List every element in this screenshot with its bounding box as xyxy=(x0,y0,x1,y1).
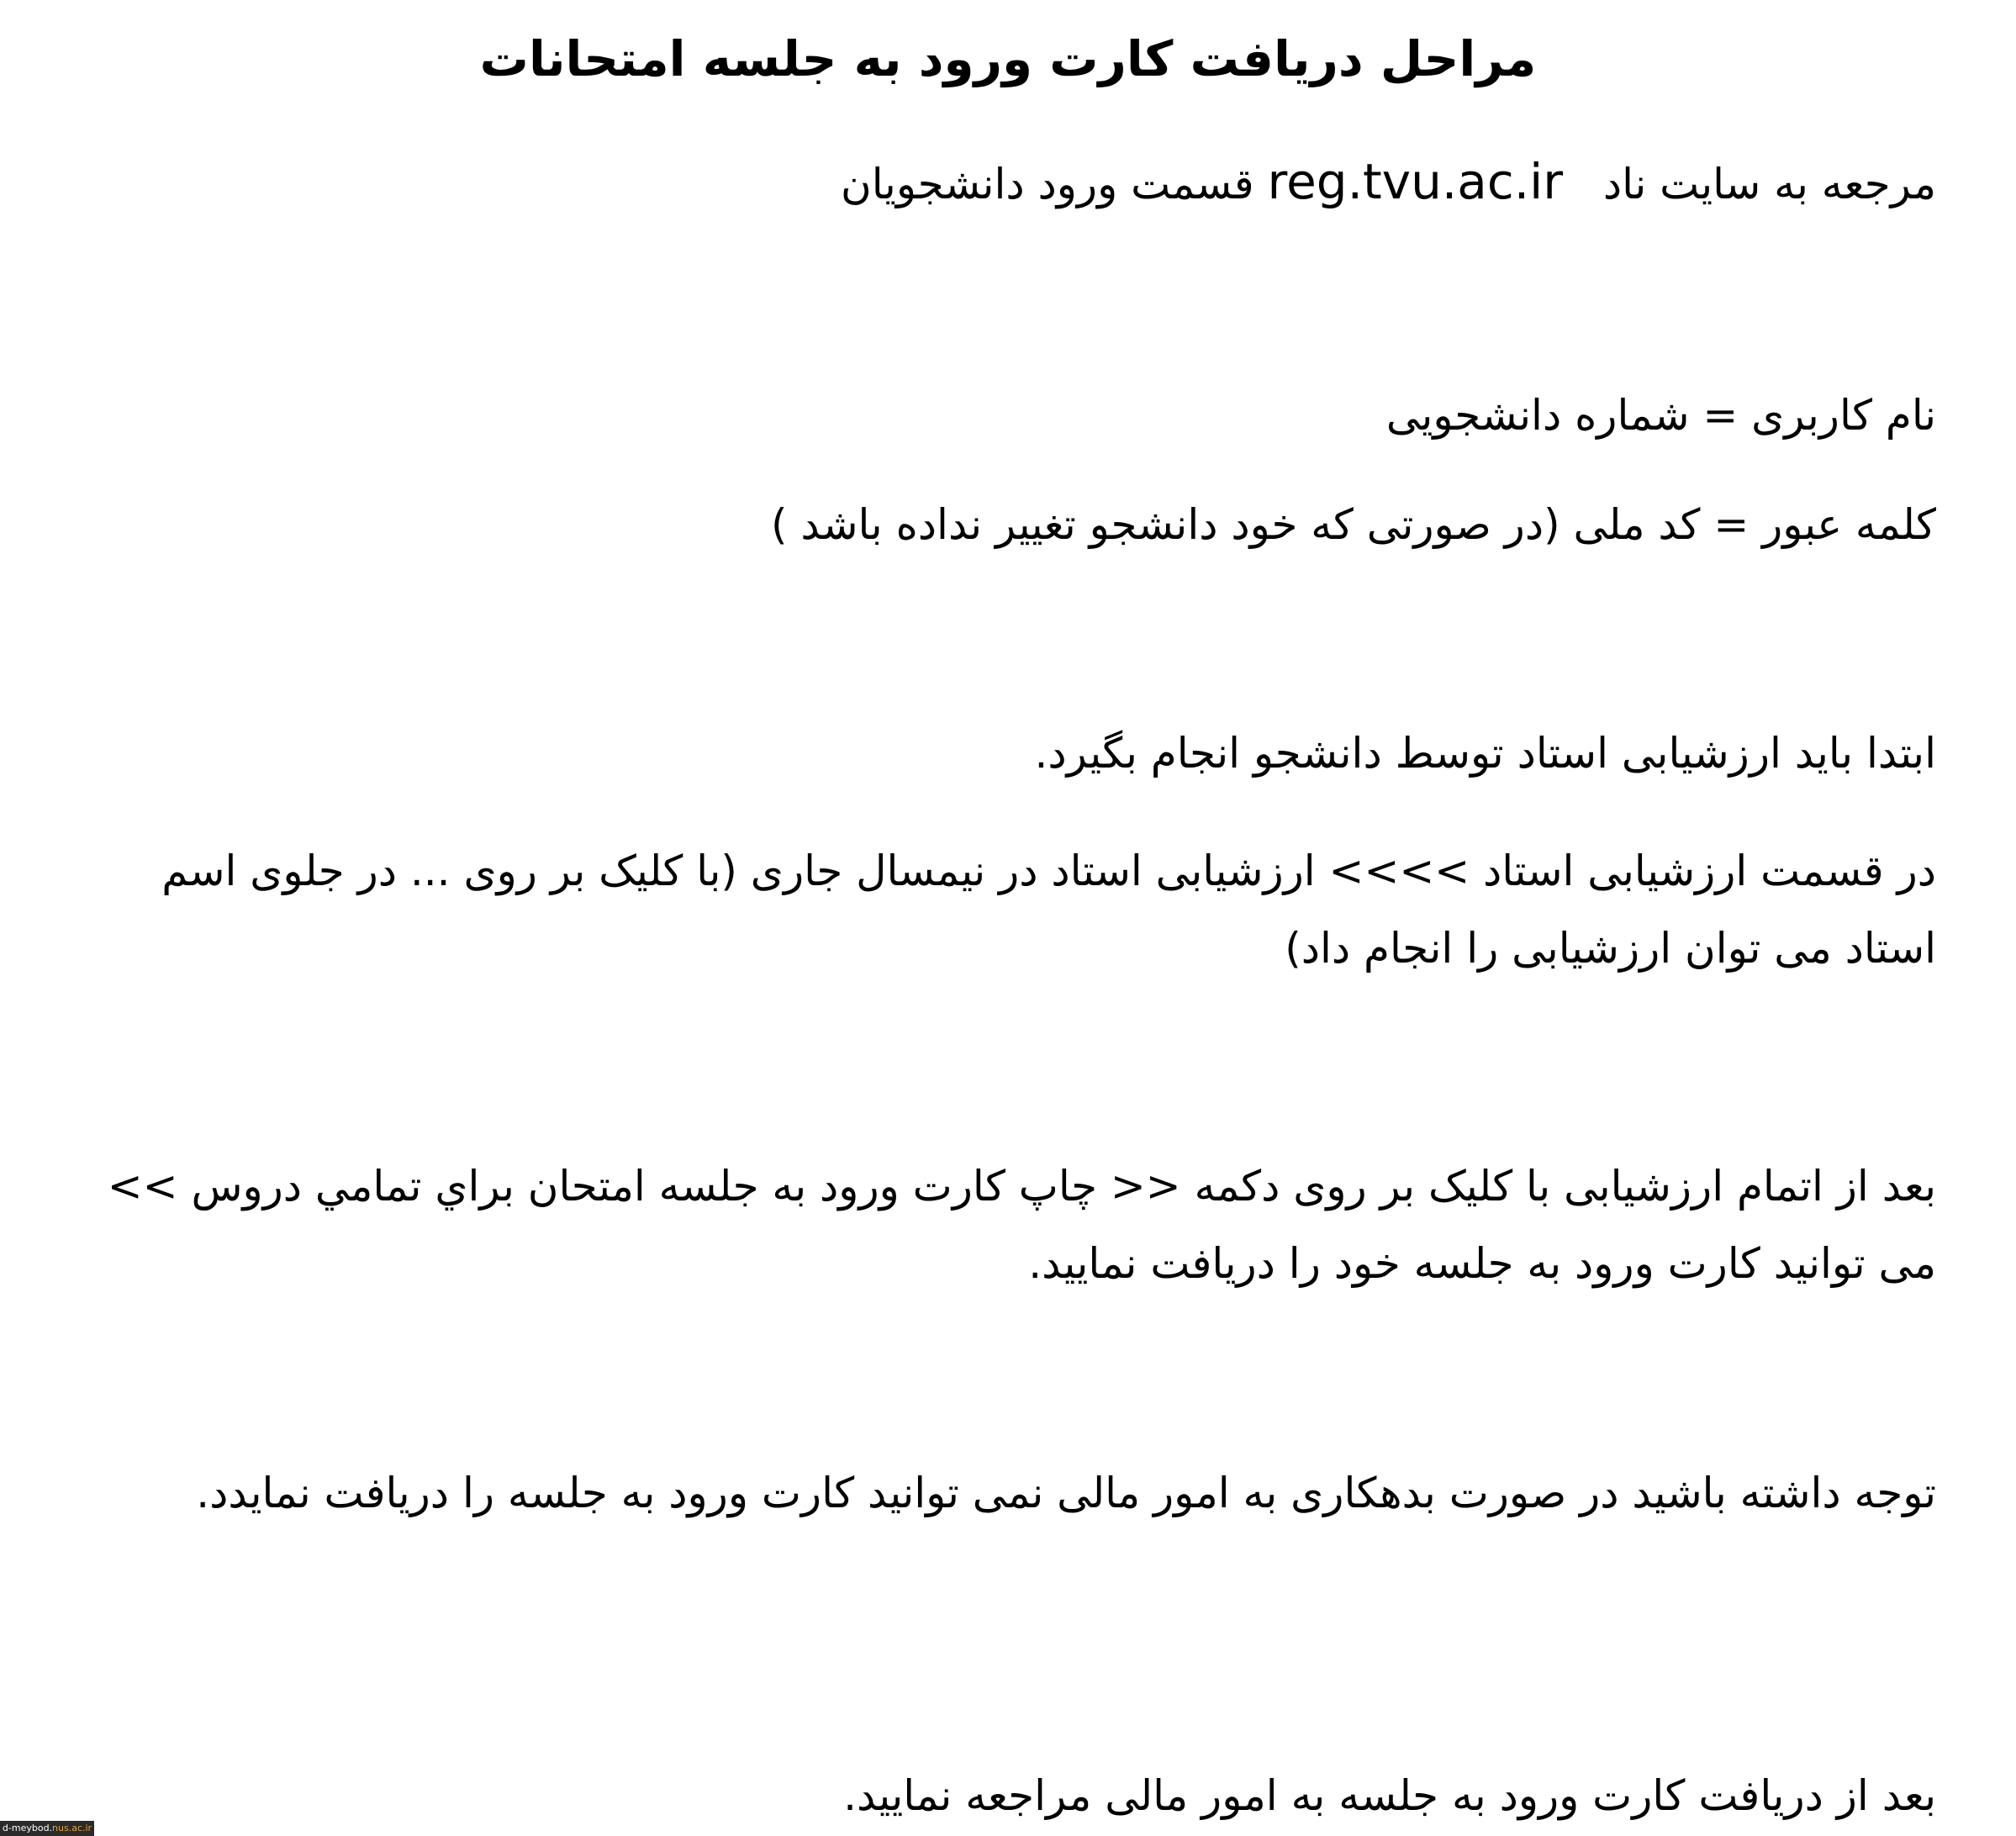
first-step-instruction: ابتدا باید ارزشیابی استاد توسط دانشجو انجام بگیرد. xyxy=(1034,729,1936,778)
after-receipt-instruction: بعد از دریافت کارت ورود به جلسه به امور مالی مراجعه نمایید. xyxy=(843,1771,1936,1820)
page-title: مراحل دریافت کارت ورود به جلسه امتحانات xyxy=(479,30,1537,87)
watermark-site-prefix: d-meybod. xyxy=(2,1823,53,1833)
reference-text-after: قسمت ورود دانشجویان xyxy=(840,160,1254,208)
watermark-site-suffix: nus.ac.ir xyxy=(52,1823,92,1833)
print-card-instruction: بعد از اتمام ارزشیابی با کلیک بر روی دکمه << چاپ کارت ورود به جلسه امتحان براي تمامي دروس >> می توانید کارت ورود به جلسه خود را دریافت نمایید. xyxy=(107,1162,1936,1288)
portal-url: reg.tvu.ac.ir xyxy=(1267,153,1564,210)
password-instruction: کلمه عبور = کد ملی (در صورتی که خود دانشجو تغییر نداده باشد ) xyxy=(771,500,1936,549)
source-watermark-badge xyxy=(0,1821,94,1836)
reference-instruction xyxy=(759,143,1936,223)
evaluation-step-instruction: در قسمت ارزشیابی استاد >>>> ارزشیابی استاد در نیمسال جاری (با کلیک بر روی ... در جلوی اسم استاد می توان ارزشیابی را انجام داد) xyxy=(161,847,1936,973)
username-instruction: نام کاربری = شماره دانشجویی xyxy=(1385,391,1936,440)
debt-warning-note: توجه داشته باشید در صورت بدهکاری به امور مالی نمی توانید کارت ورود به جلسه را دریافت نمایدد. xyxy=(196,1469,1936,1517)
reference-text-before: مرجعه به سایت ناد xyxy=(1602,160,1936,208)
